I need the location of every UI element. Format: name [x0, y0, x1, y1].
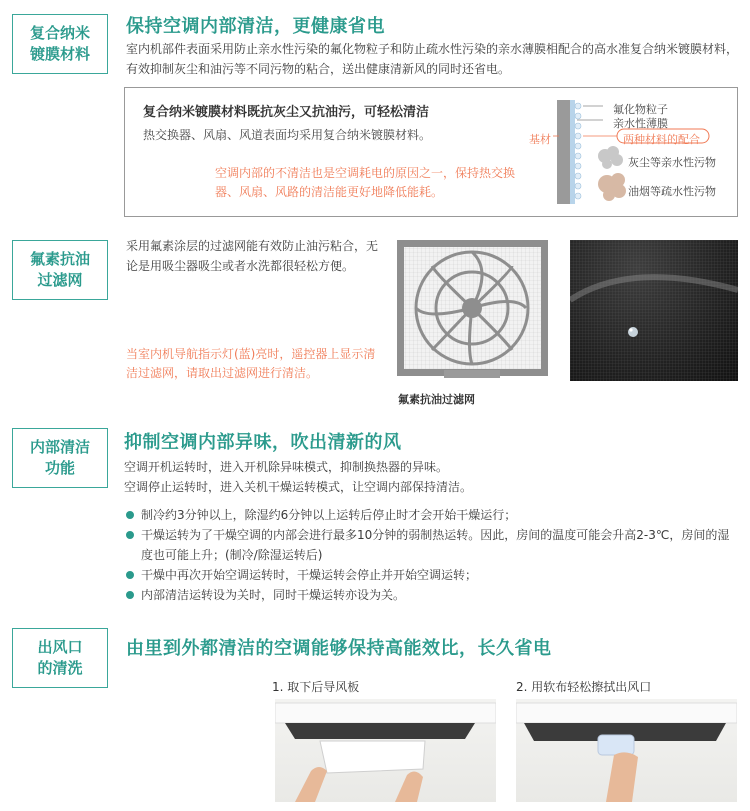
label-combination: 两种材料的配合 [623, 133, 700, 146]
bullet-dot [126, 531, 134, 539]
list-item: 内部清洁运转设为关时，同时干燥运转亦设为关。 [124, 585, 734, 605]
internal-clean-line1: 空调开机运转时，进入开机除异味模式，抑制换热器的异味。 [124, 460, 449, 474]
label-dust: 灰尘等亲水性污物 [628, 156, 716, 169]
box-text: 热交换器、风扇、风道表面均采用复合纳米镀膜材料。 [143, 128, 432, 142]
label-hydrophilic-film: 亲水性薄膜 [613, 117, 668, 130]
filter-caption: 氟素抗油过滤网 [398, 393, 475, 406]
filter-desc: 采用氟素涂层的过滤网能有效防止油污粘合，无论是用吸尘器吸尘或者水洗都很轻松方便。 [126, 239, 379, 273]
filter-orange-note: 当室内机导航指示灯(蓝)亮时，遥控器上显示清洁过滤网，请取出过滤网进行清洁。 [126, 347, 376, 380]
box-heading: 复合纳米镀膜材料既抗灰尘又抗油污，可轻松清洁 [143, 105, 430, 120]
list-item: 制冷约3分钟以上，除湿约6分钟以上运转后停止时才会开始干燥运行； [124, 505, 734, 525]
list-item: 干燥中再次开始空调运转时，干燥运转会停止并开始空调运转； [124, 565, 734, 585]
nano-coating-box [124, 87, 738, 217]
section-tag-nano-coating: 复合纳米 镀膜材料 [12, 14, 108, 74]
internal-clean-bullets [124, 505, 734, 605]
section-title-odor: 抑制空调内部异味，吹出清新的风 [124, 432, 402, 453]
section-title-efficiency: 由里到外都清洁的空调能够保持高能效比，长久省电 [126, 638, 552, 659]
step1-photo [275, 699, 496, 802]
section-tag-outlet-clean: 出风口 的清洗 [12, 628, 108, 688]
bullet-dot [126, 591, 134, 599]
bullet-dot [126, 571, 134, 579]
step2-photo [516, 699, 737, 802]
section-title-clean: 保持空调内部清洁，更健康省电 [126, 16, 385, 37]
filter-illustration [397, 240, 548, 381]
section-tag-filter: 氟素抗油 过滤网 [12, 240, 108, 300]
step1-caption: 1. 取下后导风板 [272, 680, 360, 694]
internal-clean-line2: 空调停止运转时，进入关机干燥运转模式，让空调内部保持清洁。 [124, 480, 473, 494]
step2-caption: 2. 用软布轻松擦拭出风口 [516, 680, 652, 694]
section-tag-internal-clean: 内部清洁 功能 [12, 428, 108, 488]
box-orange-note: 空调内部的不清洁也是空调耗电的原因之一，保持热交换器、风扇、风路的清洁能更好地降低能耗。 [215, 166, 516, 199]
bullet-dot [126, 511, 134, 519]
label-substrate: 基材 [529, 133, 551, 146]
label-fluoride: 氟化物粒子 [613, 103, 668, 116]
section-desc-nano: 室内机部件表面采用防止亲水性污染的氟化物粒子和防止疏水性污染的亲水薄膜相配合的高水准复合纳米镀膜材料，有效抑制灰尘和油污等不同污物的粘合，送出健康清新风的同时还省电。 [126, 42, 739, 76]
label-oil: 油烟等疏水性污物 [628, 185, 716, 198]
filter-closeup-photo [570, 240, 738, 381]
list-item: 干燥运转为了干燥空调的内部会进行最多10分钟的弱制热运转。因此，房间的温度可能会升高2-3℃，房间的湿度也可能上升；(制冷/除湿运转后) [124, 525, 734, 565]
